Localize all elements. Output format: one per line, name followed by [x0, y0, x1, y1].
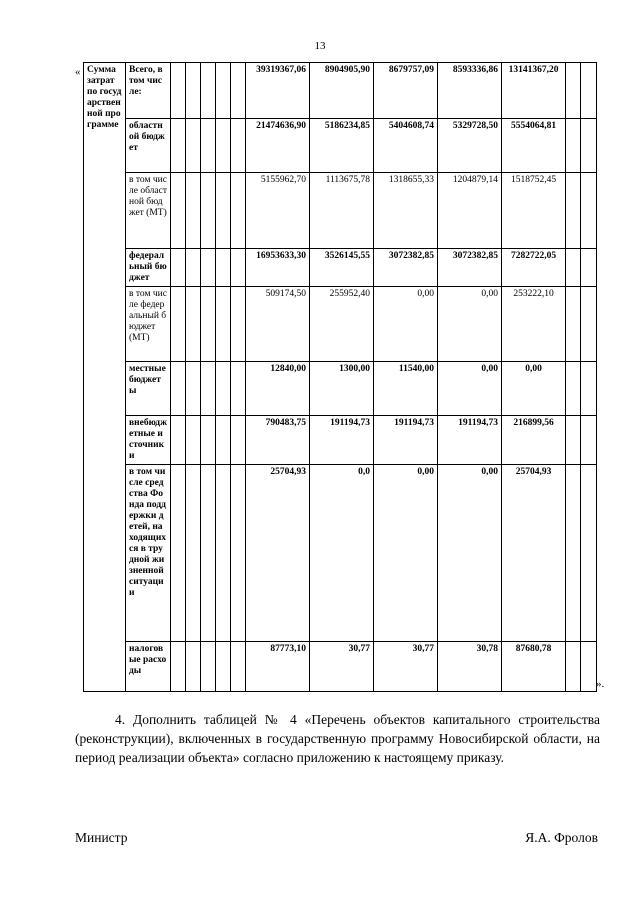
row-label: в том числе федеральный бюджет (МТ) [126, 287, 171, 362]
empty-cell [231, 416, 246, 465]
budget-table [83, 62, 597, 692]
value-cell: 3526145,55 [310, 249, 374, 287]
empty-cell [171, 119, 186, 173]
table-row [84, 173, 597, 249]
empty-cell [201, 642, 216, 692]
empty-cell [171, 416, 186, 465]
empty-cell [171, 465, 186, 642]
empty-cell [201, 362, 216, 416]
empty-cell [581, 416, 597, 465]
value-cell: 25704,93 [246, 465, 310, 642]
value-cell: 7282722,05 [502, 249, 566, 287]
value-cell: 13141367,20 [502, 63, 566, 119]
value-cell: 1300,00 [310, 362, 374, 416]
row-label: Всего, в том числе: [126, 63, 171, 119]
empty-cell [201, 119, 216, 173]
empty-cell [186, 362, 201, 416]
value-cell: 0,00 [438, 362, 502, 416]
row-label: областной бюджет [126, 119, 171, 173]
empty-cell [581, 465, 597, 642]
empty-cell [581, 119, 597, 173]
empty-cell [216, 173, 231, 249]
empty-cell [566, 63, 581, 119]
empty-cell [171, 287, 186, 362]
empty-cell [231, 642, 246, 692]
value-cell: 253222,10 [502, 287, 566, 362]
empty-cell [566, 173, 581, 249]
empty-cell [186, 642, 201, 692]
value-cell: 87773,10 [246, 642, 310, 692]
empty-cell [186, 465, 201, 642]
empty-cell [581, 642, 597, 692]
empty-cell [216, 642, 231, 692]
value-cell: 3072382,85 [374, 249, 438, 287]
value-cell: 0,00 [438, 465, 502, 642]
empty-cell [216, 465, 231, 642]
empty-cell [216, 287, 231, 362]
empty-cell [581, 362, 597, 416]
empty-cell [231, 173, 246, 249]
amendment-paragraph: 4. Дополнить таблицей № 4 «Перечень объектов капитального строительства (реконструкции), включенных в государственную программу Новосибирской области, на период реализации объекта» согласно приложению к настоящему приказу. [75, 712, 600, 765]
empty-cell [231, 465, 246, 642]
page-number: 13 [314, 40, 326, 52]
value-cell: 191194,73 [310, 416, 374, 465]
empty-cell [186, 63, 201, 119]
empty-cell [231, 287, 246, 362]
value-cell: 255952,40 [310, 287, 374, 362]
empty-cell [566, 465, 581, 642]
empty-cell [216, 119, 231, 173]
value-cell: 5186234,85 [310, 119, 374, 173]
signatory-title: Министр [75, 830, 128, 845]
empty-cell [581, 249, 597, 287]
table-row [84, 416, 597, 465]
value-cell: 216899,56 [502, 416, 566, 465]
value-cell: 30,77 [310, 642, 374, 692]
value-cell: 39319367,06 [246, 63, 310, 119]
value-cell: 0,00 [374, 465, 438, 642]
empty-cell [171, 249, 186, 287]
value-cell: 5155962,70 [246, 173, 310, 249]
empty-cell [171, 63, 186, 119]
row-label: в том числе средства Фонда поддержки детей, находящихся в трудной жизненной ситуации [126, 465, 171, 642]
empty-cell [566, 416, 581, 465]
value-cell: 0,00 [374, 287, 438, 362]
empty-cell [566, 362, 581, 416]
value-cell: 5554064,81 [502, 119, 566, 173]
empty-cell [216, 249, 231, 287]
empty-cell [201, 63, 216, 119]
value-cell: 790483,75 [246, 416, 310, 465]
value-cell: 87680,78 [502, 642, 566, 692]
value-cell: 509174,50 [246, 287, 310, 362]
empty-cell [581, 173, 597, 249]
empty-cell [171, 642, 186, 692]
value-cell: 11540,00 [374, 362, 438, 416]
empty-cell [231, 249, 246, 287]
value-cell: 25704,93 [502, 465, 566, 642]
table-row [84, 465, 597, 642]
empty-cell [201, 416, 216, 465]
table-row [84, 63, 597, 119]
value-cell: 5329728,50 [438, 119, 502, 173]
empty-cell [201, 287, 216, 362]
value-cell: 1518752,45 [502, 173, 566, 249]
empty-cell [186, 119, 201, 173]
value-cell: 30,78 [438, 642, 502, 692]
value-cell: 8679757,09 [374, 63, 438, 119]
value-cell: 12840,00 [246, 362, 310, 416]
value-cell: 1113675,78 [310, 173, 374, 249]
empty-cell [566, 642, 581, 692]
empty-cell [186, 173, 201, 249]
value-cell: 30,77 [374, 642, 438, 692]
value-cell: 5404608,74 [374, 119, 438, 173]
table-row [84, 119, 597, 173]
empty-cell [566, 119, 581, 173]
row-label: местные бюджеты [126, 362, 171, 416]
empty-cell [186, 416, 201, 465]
empty-cell [216, 362, 231, 416]
empty-cell [231, 63, 246, 119]
value-cell: 0,0 [310, 465, 374, 642]
empty-cell [216, 63, 231, 119]
empty-cell [171, 362, 186, 416]
value-cell: 3072382,85 [438, 249, 502, 287]
value-cell: 191194,73 [438, 416, 502, 465]
empty-cell [231, 119, 246, 173]
row-label: в том числе областной бюджет (МТ) [126, 173, 171, 249]
table-row [84, 642, 597, 692]
table-row [84, 287, 597, 362]
empty-cell [186, 287, 201, 362]
empty-cell [581, 287, 597, 362]
table-row [84, 249, 597, 287]
empty-cell [216, 416, 231, 465]
empty-cell [566, 249, 581, 287]
value-cell: 21474636,90 [246, 119, 310, 173]
value-cell: 1204879,14 [438, 173, 502, 249]
empty-cell [231, 362, 246, 416]
empty-cell [566, 287, 581, 362]
summary-label-cell: Сумма затрат по государственной программе [84, 63, 126, 692]
row-label: внебюджетные источники [126, 416, 171, 465]
empty-cell [186, 249, 201, 287]
closing-quote: ». [596, 678, 605, 690]
empty-cell [201, 465, 216, 642]
row-label: налоговые расходы [126, 642, 171, 692]
value-cell: 0,00 [438, 287, 502, 362]
value-cell: 0,00 [502, 362, 566, 416]
empty-cell [171, 173, 186, 249]
empty-cell [201, 249, 216, 287]
value-cell: 8904905,90 [310, 63, 374, 119]
opening-quote: « [75, 66, 81, 78]
value-cell: 16953633,30 [246, 249, 310, 287]
table-row [84, 362, 597, 416]
value-cell: 191194,73 [374, 416, 438, 465]
empty-cell [581, 63, 597, 119]
value-cell: 1318655,33 [374, 173, 438, 249]
value-cell: 8593336,86 [438, 63, 502, 119]
row-label: федеральный бюджет [126, 249, 171, 287]
empty-cell [201, 173, 216, 249]
signatory-name: Я.А. Фролов [525, 830, 598, 845]
